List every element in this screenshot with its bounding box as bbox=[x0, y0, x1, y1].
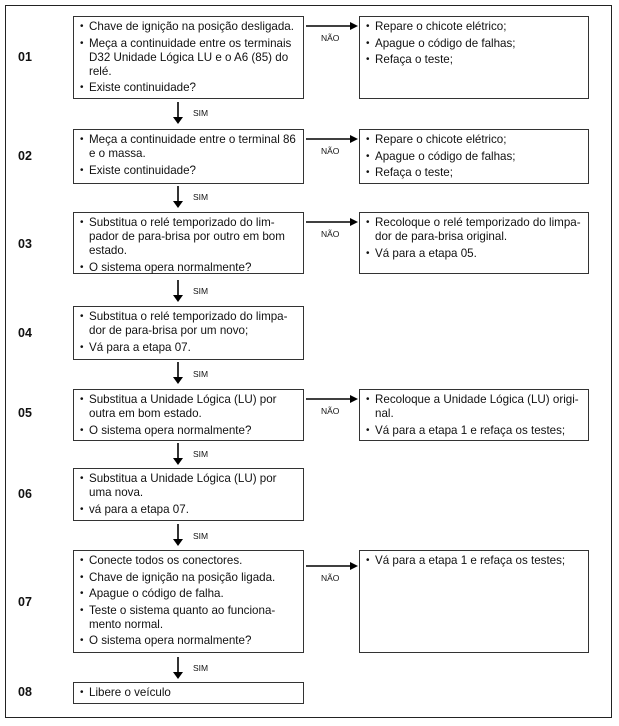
action-item: • Existe continuidade? bbox=[80, 81, 297, 95]
action-item: • Meça a continuidade entre os terminais D32 Unidade Lógica LU e o A6 (85) do relé. bbox=[80, 37, 297, 79]
step-03-action-box bbox=[73, 212, 304, 274]
action-item: • O sistema opera normalmente? bbox=[80, 634, 297, 648]
yes-arrow-icon bbox=[171, 524, 185, 548]
yes-arrow-icon bbox=[171, 362, 185, 386]
no-action-item: • Repare o chicote elétrico; bbox=[366, 20, 582, 34]
no-label: NÃO bbox=[321, 33, 340, 43]
action-item: • O sistema opera normalmente? bbox=[80, 261, 297, 275]
no-action-item: • Apague o código de falhas; bbox=[366, 37, 582, 51]
step-05-action-box bbox=[73, 389, 304, 441]
step-07-action-box bbox=[73, 550, 304, 653]
yes-label: SIM bbox=[193, 108, 209, 118]
yes-arrow-icon bbox=[171, 443, 185, 467]
yes-arrow-icon bbox=[171, 186, 185, 210]
yes-label: SIM bbox=[193, 286, 209, 296]
step-01-action-box bbox=[73, 16, 304, 99]
action-item: • Meça a continuidade entre o terminal 86 e o massa. bbox=[80, 133, 297, 161]
no-arrow-icon bbox=[306, 217, 358, 227]
action-item: • Libere o veículo bbox=[80, 686, 297, 700]
step-08-action-box bbox=[73, 682, 304, 704]
step-06-action-box bbox=[73, 468, 304, 521]
step-number: 02 bbox=[18, 149, 32, 163]
no-arrow-icon bbox=[306, 134, 358, 144]
no-arrow-icon bbox=[306, 561, 358, 571]
no-action-item: • Repare o chicote elétrico; bbox=[366, 133, 582, 147]
step-02-action-box bbox=[73, 129, 304, 184]
step-07-no-box bbox=[359, 550, 589, 653]
no-label: NÃO bbox=[321, 573, 340, 583]
action-item: • Teste o sistema quanto ao funciona-mento normal. bbox=[80, 604, 297, 632]
step-number: 07 bbox=[18, 595, 32, 609]
no-action-item: • Vá para a etapa 1 e refaça os testes; bbox=[366, 554, 582, 568]
no-action-item: • Recoloque o relé temporizado do limpa-dor de para-brisa original. bbox=[366, 216, 582, 244]
action-item: • Substitua a Unidade Lógica (LU) por outra em bom estado. bbox=[80, 393, 297, 421]
no-action-item: • Refaça o teste; bbox=[366, 53, 582, 67]
no-action-item: • Refaça o teste; bbox=[366, 166, 582, 180]
step-05-no-box bbox=[359, 389, 589, 441]
action-item: • Vá para a etapa 07. bbox=[80, 341, 297, 355]
step-number: 01 bbox=[18, 50, 32, 64]
no-arrow-icon bbox=[306, 21, 358, 31]
yes-arrow-icon bbox=[171, 280, 185, 304]
action-item: • Apague o código de falha. bbox=[80, 587, 297, 601]
no-label: NÃO bbox=[321, 406, 340, 416]
action-item: • Substitua o relé temporizado do limpa-dor de para-brisa por um novo; bbox=[80, 310, 297, 338]
action-item: • Substitua a Unidade Lógica (LU) por uma nova. bbox=[80, 472, 297, 500]
yes-label: SIM bbox=[193, 663, 209, 673]
yes-label: SIM bbox=[193, 369, 209, 379]
yes-arrow-icon bbox=[171, 657, 185, 681]
action-item: • vá para a etapa 07. bbox=[80, 503, 297, 517]
no-action-item: • Apague o código de falhas; bbox=[366, 150, 582, 164]
step-01-no-box bbox=[359, 16, 589, 99]
action-item: • Chave de ignição na posição desligada. bbox=[80, 20, 297, 34]
step-number: 05 bbox=[18, 406, 32, 420]
step-03-no-box bbox=[359, 212, 589, 274]
no-label: NÃO bbox=[321, 229, 340, 239]
yes-arrow-icon bbox=[171, 102, 185, 126]
step-number: 08 bbox=[18, 685, 32, 699]
no-label: NÃO bbox=[321, 146, 340, 156]
step-04-action-box bbox=[73, 306, 304, 360]
step-number: 06 bbox=[18, 487, 32, 501]
action-item: • Existe continuidade? bbox=[80, 164, 297, 178]
yes-label: SIM bbox=[193, 192, 209, 202]
step-number: 03 bbox=[18, 237, 32, 251]
action-item: • Chave de ignição na posição ligada. bbox=[80, 571, 297, 585]
action-item: • Substitua o relé temporizado do lim-pador de para-brisa por outro em bom estado. bbox=[80, 216, 297, 258]
no-action-item: • Recoloque a Unidade Lógica (LU) origi-nal. bbox=[366, 393, 582, 421]
step-02-no-box bbox=[359, 129, 589, 184]
step-number: 04 bbox=[18, 326, 32, 340]
action-item: • O sistema opera normalmente? bbox=[80, 424, 297, 438]
no-action-item: • Vá para a etapa 05. bbox=[366, 247, 582, 261]
no-arrow-icon bbox=[306, 394, 358, 404]
yes-label: SIM bbox=[193, 449, 209, 459]
no-action-item: • Vá para a etapa 1 e refaça os testes; bbox=[366, 424, 582, 438]
action-item: • Conecte todos os conectores. bbox=[80, 554, 297, 568]
yes-label: SIM bbox=[193, 531, 209, 541]
